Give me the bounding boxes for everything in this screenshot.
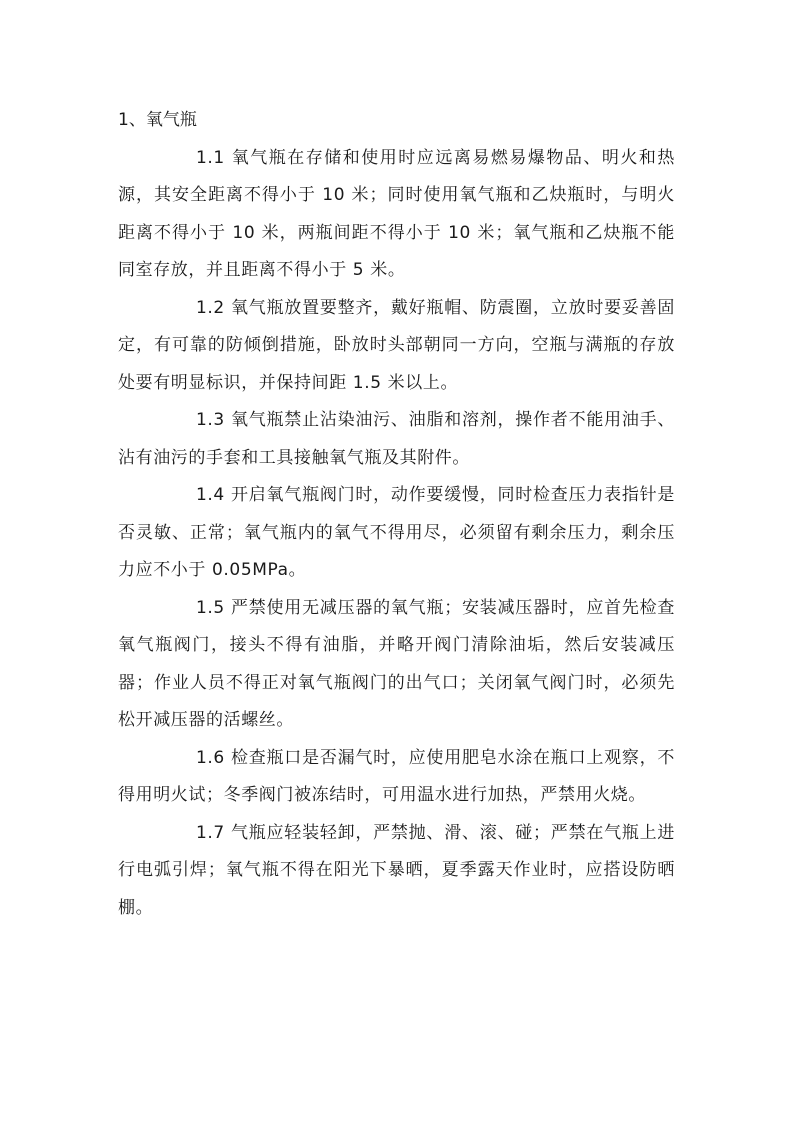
- paragraph-1-7: 1.7 气瓶应轻装轻卸，严禁抛、滑、滚、碰；严禁在气瓶上进行电弧引焊；氧气瓶不得在阳光下暴晒，夏季露天作业时，应搭设防晒棚。: [118, 822, 675, 918]
- paragraph-1-5: 1.5 严禁使用无减压器的氧气瓶；安装减压器时，应首先检查氧气瓶阀门，接头不得有油脂，并略开阀门清除油垢，然后安装减压器；作业人员不得正对氧气瓶阀门的出气口；关闭氧气阀门时，必须先松开减压器的活螺丝。: [118, 597, 675, 730]
- document-page: [118, 102, 675, 927]
- section-heading: 1、氧气瓶: [118, 110, 197, 130]
- paragraph-1-6: 1.6 检查瓶口是否漏气时，应使用肥皂水涂在瓶口上观察，不得用明火试；冬季阀门被冻结时，可用温水进行加热，严禁用火烧。: [118, 747, 675, 805]
- paragraph-1-2: 1.2 氧气瓶放置要整齐，戴好瓶帽、防震圈，立放时要妥善固定，有可靠的防倾倒措施，卧放时头部朝同一方向，空瓶与满瓶的存放处要有明显标识，并保持间距 1.5 米以上。: [118, 297, 675, 393]
- paragraph-1-4: 1.4 开启氧气瓶阀门时，动作要缓慢，同时检查压力表指针是否灵敏、正常；氧气瓶内的氧气不得用尽，必须留有剩余压力，剩余压力应不小于 0.05MPa。: [118, 485, 675, 580]
- paragraph-1-1: 1.1 氧气瓶在存储和使用时应远离易燃易爆物品、明火和热源，其安全距离不得小于 10 米；同时使用氧气瓶和乙炔瓶时，与明火距离不得小于 10 米，两瓶间距不得小于 10 米；氧气瓶和乙炔瓶不能同室存放，并且距离不得小于 5 米。: [118, 147, 675, 280]
- paragraph-1-3: 1.3 氧气瓶禁止沾染油污、油脂和溶剂，操作者不能用油手、沾有油污的手套和工具接触氧气瓶及其附件。: [118, 410, 675, 468]
